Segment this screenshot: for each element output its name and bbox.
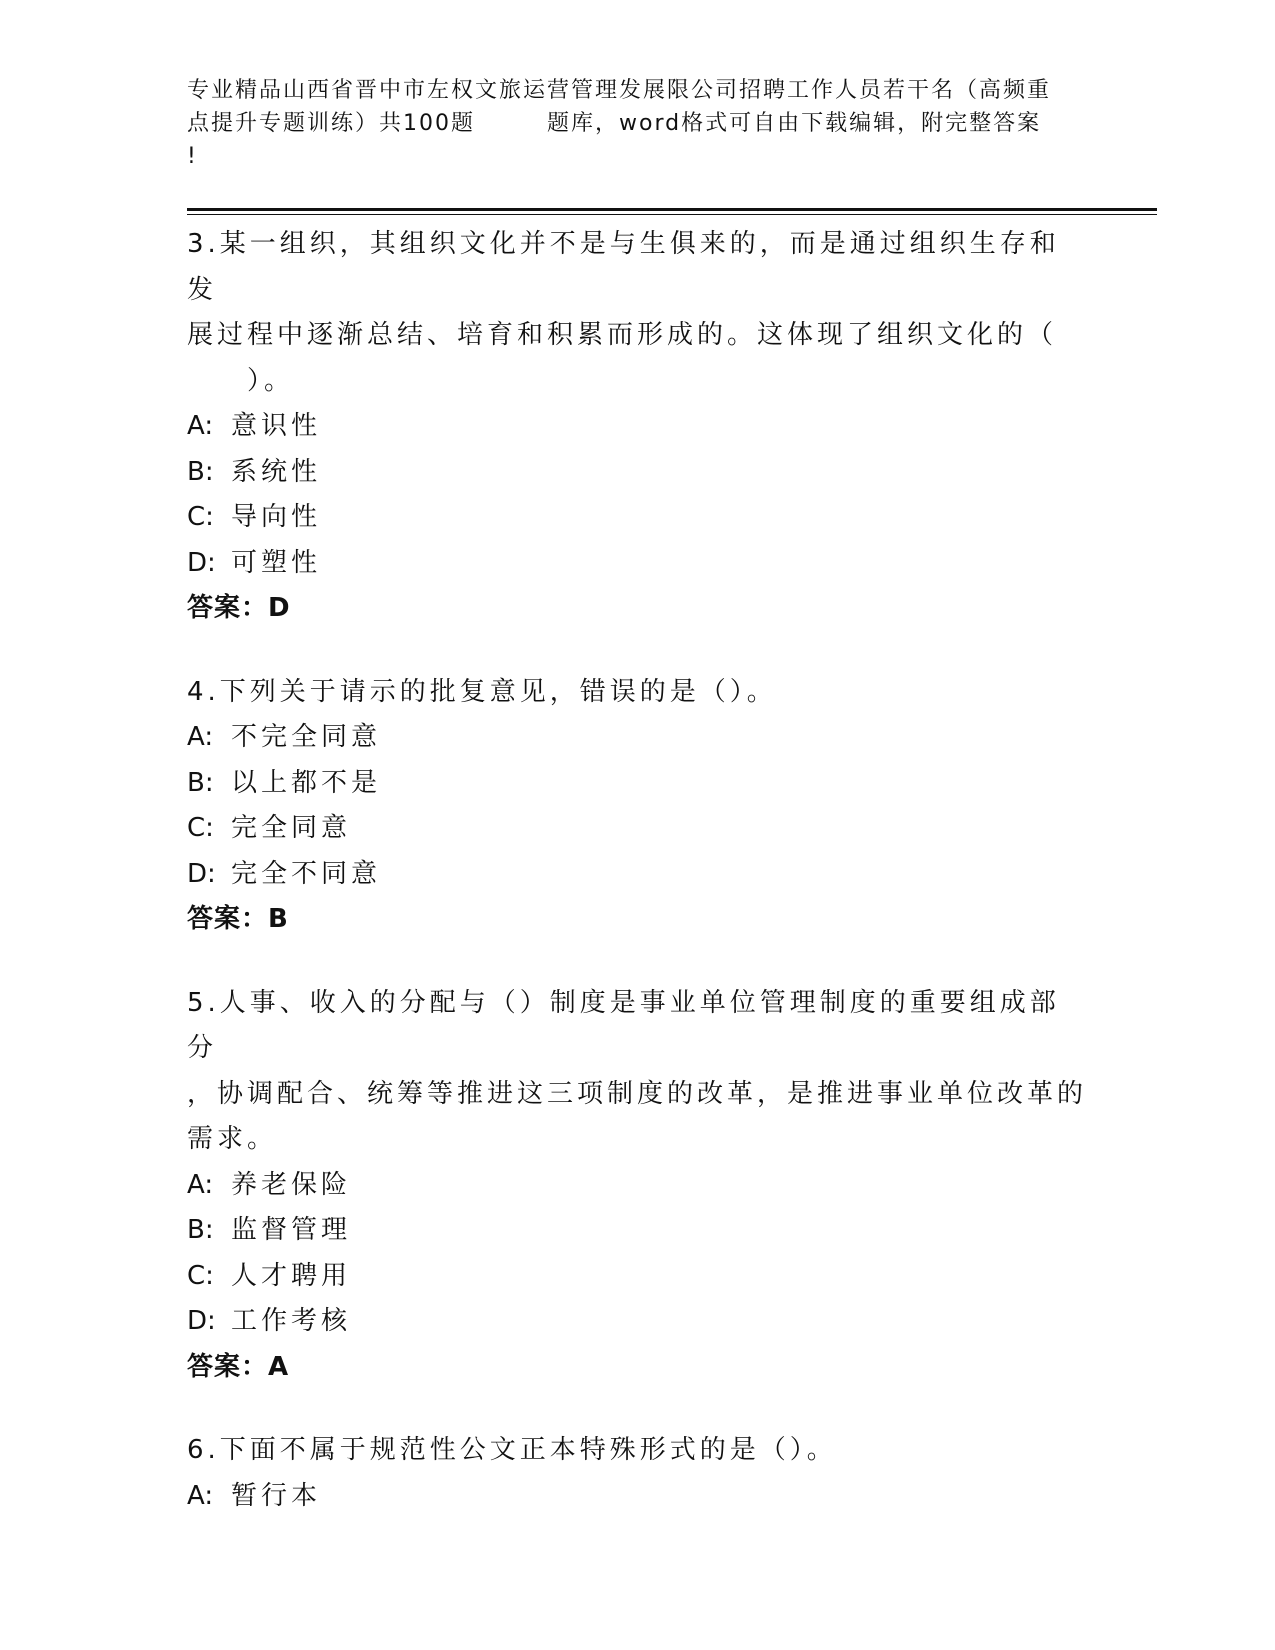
option-text: 意识性 xyxy=(231,411,322,441)
option-key: D: xyxy=(187,1306,216,1336)
question-text: 需求。 xyxy=(187,1124,278,1154)
option-text: 人才聘用 xyxy=(231,1260,352,1291)
option-text: 完全同意 xyxy=(231,813,352,843)
document-header xyxy=(187,74,1087,173)
question-5 xyxy=(187,981,1087,1391)
question-text: 5.人事、收入的分配与（）制度是事业单位管理制度的重要组成部分 xyxy=(187,987,1060,1063)
header-divider-thin xyxy=(187,214,1157,215)
option-b xyxy=(187,761,1087,807)
question-text: 4.下列关于请示的批复意见，错误的是（）。 xyxy=(187,676,777,707)
option-key: D: xyxy=(187,858,216,889)
option-key: B: xyxy=(187,1215,214,1245)
option-d xyxy=(187,852,1087,898)
header-line: ! xyxy=(187,144,198,169)
answer-label: 答案：D xyxy=(187,593,291,623)
option-a xyxy=(187,404,1087,450)
option-c xyxy=(187,806,1087,852)
answer-label: 答案：A xyxy=(187,1351,290,1382)
header-text: 点提升专题训练）共100题 xyxy=(187,111,475,136)
option-text: 养老保险 xyxy=(231,1169,352,1200)
option-b xyxy=(187,450,1087,496)
option-c xyxy=(187,495,1087,541)
option-key: C: xyxy=(187,813,214,843)
question-text: 6.下面不属于规范性公文正本特殊形式的是（）。 xyxy=(187,1435,837,1465)
option-text: 不完全同意 xyxy=(231,722,382,752)
header-divider xyxy=(187,208,1157,211)
option-a xyxy=(187,715,1087,761)
option-text: 监督管理 xyxy=(231,1215,352,1245)
question-list xyxy=(187,222,1087,1557)
question-text-tail: ）。 xyxy=(247,365,295,396)
option-key: C: xyxy=(187,502,214,532)
question-4 xyxy=(187,670,1087,943)
option-key: A: xyxy=(187,1480,214,1511)
question-text: 3.某一组织，其组织文化并不是与生俱来的，而是通过组织生存和发 xyxy=(187,229,1060,305)
option-text: 工作考核 xyxy=(231,1306,352,1336)
question-6 xyxy=(187,1428,1087,1519)
option-d xyxy=(187,541,1087,587)
option-b xyxy=(187,1208,1087,1254)
answer-label: 答案：B xyxy=(187,904,289,934)
option-key: B: xyxy=(187,456,214,487)
question-text xyxy=(187,359,1087,405)
header-line xyxy=(187,107,1087,140)
question-text: ，协调配合、统筹等推进这三项制度的改革，是推进事业单位改革的 xyxy=(187,1078,1088,1109)
option-a xyxy=(187,1474,1087,1520)
option-key: A: xyxy=(187,1169,214,1200)
option-text: 可塑性 xyxy=(231,547,322,578)
option-text: 以上都不是 xyxy=(231,767,382,798)
option-key: D: xyxy=(187,547,216,578)
option-text: 完全不同意 xyxy=(231,858,382,889)
question-3 xyxy=(187,222,1087,632)
option-key: B: xyxy=(187,767,214,798)
option-d xyxy=(187,1299,1087,1345)
option-key: A: xyxy=(187,722,214,752)
option-key: A: xyxy=(187,411,214,441)
option-text: 暂行本 xyxy=(231,1480,322,1511)
option-c xyxy=(187,1254,1087,1300)
header-text: 题库，word格式可自由下载编辑，附完整答案 xyxy=(547,111,1042,136)
option-text: 导向性 xyxy=(231,502,322,532)
header-line: 专业精品山西省晋中市左权文旅运营管理发展限公司招聘工作人员若干名（高频重 xyxy=(187,78,1052,103)
question-text: 展过程中逐渐总结、培育和积累而形成的。这体现了组织文化的（ xyxy=(187,320,1058,350)
option-a xyxy=(187,1163,1087,1209)
option-key: C: xyxy=(187,1260,214,1291)
option-text: 系统性 xyxy=(231,456,322,487)
